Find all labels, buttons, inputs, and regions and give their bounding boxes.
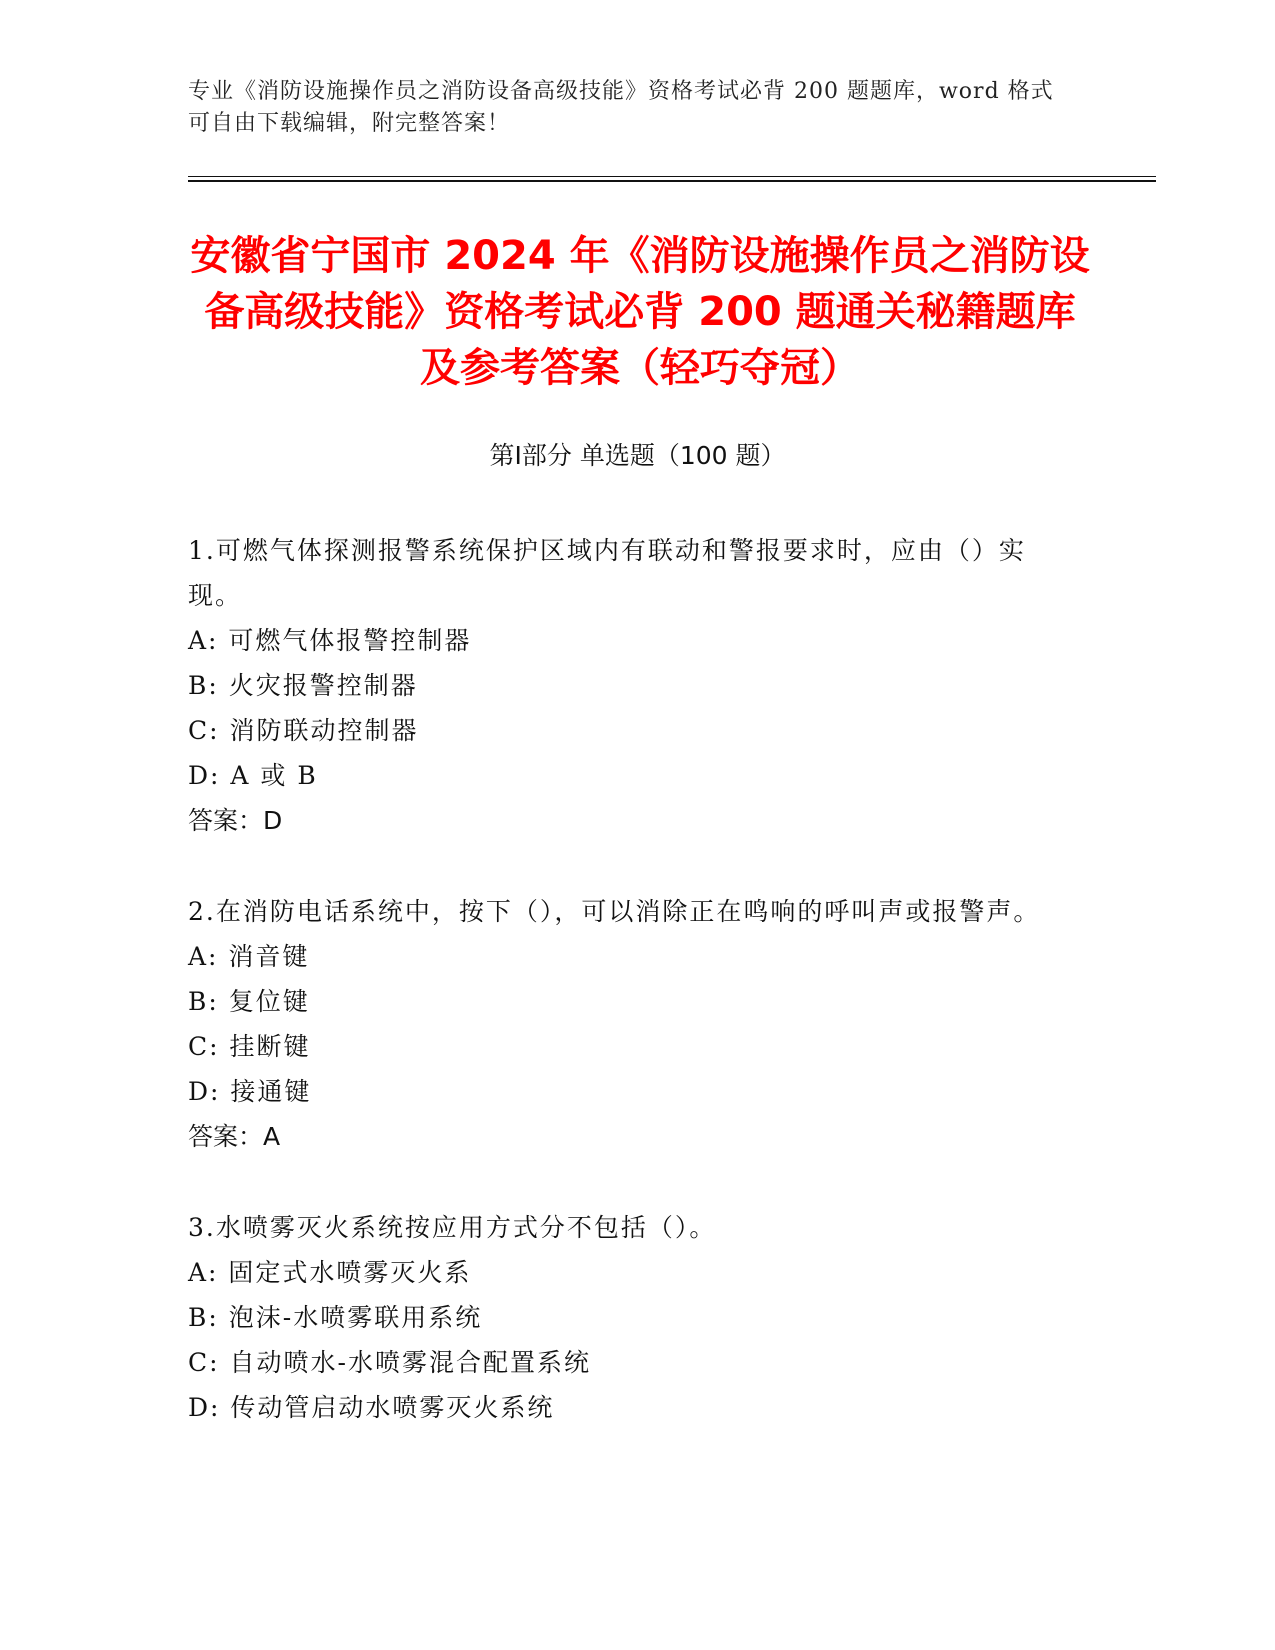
option-d: D: 传动管启动水喷雾灭火系统 [188, 1393, 555, 1422]
question-stem: 1.可燃气体探测报警系统保护区域内有联动和警报要求时，应由（）实现。 [188, 536, 1026, 610]
question-item [188, 1205, 1068, 1430]
header-note: 专业《消防设施操作员之消防设备高级技能》资格考试必背 200 题题库，word 格式可自由下载编辑，附完整答案！ [188, 79, 1054, 136]
option-c: C: 自动喷水-水喷雾混合配置系统 [188, 1348, 591, 1377]
option-d: D: 接通键 [188, 1077, 312, 1106]
answer: 答案：A [188, 1122, 281, 1151]
option-a: A: 固定式水喷雾灭火系 [188, 1258, 472, 1287]
option-b: B: 复位键 [188, 987, 310, 1016]
option-b: B: 火灾报警控制器 [188, 671, 418, 700]
question-stem: 3.水喷雾灭火系统按应用方式分不包括（）。 [188, 1213, 717, 1242]
header-divider-thick [188, 180, 1156, 182]
option-a: A: 消音键 [188, 942, 310, 971]
option-b: B: 泡沫-水喷雾联用系统 [188, 1303, 483, 1332]
option-c: C: 消防联动控制器 [188, 716, 419, 745]
document-title: 安徽省宁国市 2024 年《消防设施操作员之消防设备高级技能》资格考试必背 200 题通关秘籍题库及参考答案（轻巧夺冠） [190, 233, 1090, 391]
section-heading: 第Ⅰ部分 单选题（100 题） [489, 441, 786, 470]
header-divider-thin [188, 176, 1156, 177]
question-stem: 2.在消防电话系统中，按下（），可以消除正在鸣响的呼叫声或报警声。 [188, 897, 1041, 926]
option-a: A: 可燃气体报警控制器 [188, 626, 472, 655]
option-c: C: 挂断键 [188, 1032, 311, 1061]
question-item [188, 889, 1068, 1159]
question-item [188, 528, 1068, 843]
question-list [188, 528, 1068, 1476]
option-d: D: A 或 B [188, 761, 318, 790]
answer: 答案：D [188, 806, 283, 835]
